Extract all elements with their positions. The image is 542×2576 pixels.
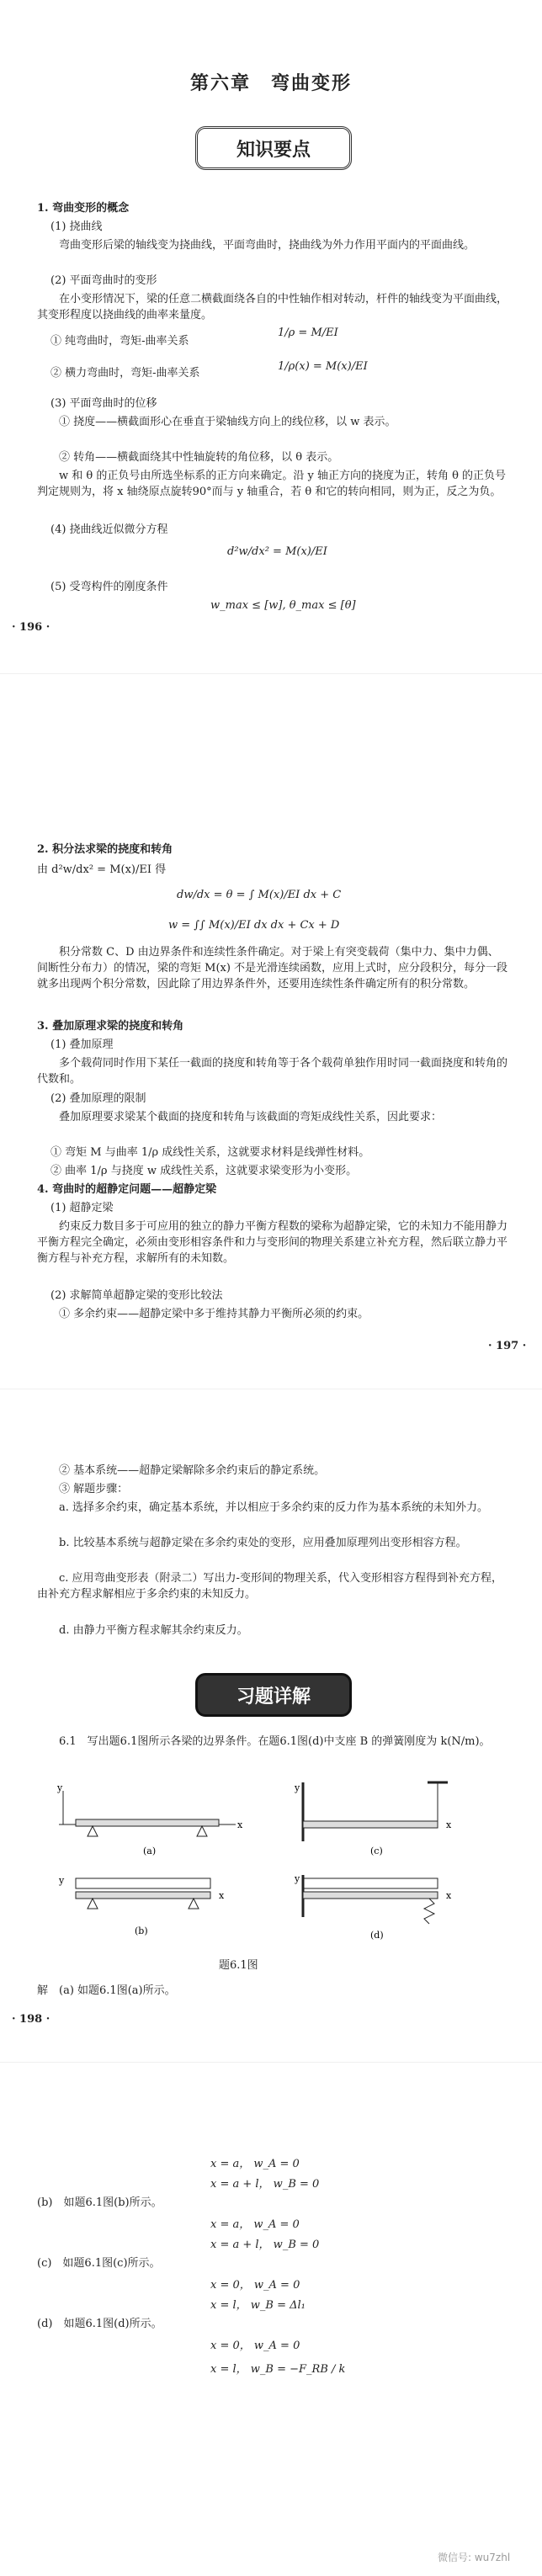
paragraph: c. 应用弯曲变形表（附录二）写出力-变形间的物理关系，代入变形相容方程得到补充方程，由补充方程求解相应于多余约束的未知反力。 [37,1572,502,1601]
paragraph: 在小变形情况下，梁的任意二横截面绕各自的中性轴作相对转动，杆件的轴线变为平面曲线，其变形程度以挠曲线的曲率来量度。 [37,293,508,321]
svg-text:x: x [446,1890,452,1901]
paragraph: ③ 解题步骤： [59,1483,129,1495]
equation-pure-bending: 1/ρ = M/EI [278,327,338,339]
svg-text:y: y [57,1782,63,1793]
answer-part-b: (b) 如题6.1图(b)所示。 [37,2196,162,2209]
equation-deflection-differential: d²w/dx² = M(x)/EI [227,545,327,558]
page-number: · 196 · [12,621,50,634]
boundary-condition: x = a + l， w_B = 0 [210,2239,320,2251]
paragraph: ① 多余约束——超静定梁中多于维持其静力平衡所必须的约束。 [59,1308,369,1320]
page-divider [0,673,542,674]
list-item: ① 弯矩 M 与曲率 1/ρ 成线性关系，这就要求材料是线弹性材料。 [50,1146,370,1159]
page-divider [0,2062,542,2063]
boundary-condition: x = a， w_A = 0 [210,2218,300,2231]
svg-text:x: x [237,1819,243,1830]
answer-part-d: (d) 如题6.1图(d)所示。 [37,2318,162,2330]
figure-label-d: (d) [370,1930,384,1941]
subheading: (2) 叠加原理的限制 [50,1092,146,1105]
list-item: ① 纯弯曲时，弯矩-曲率关系 [50,335,189,348]
svg-text:x: x [446,1819,452,1830]
subheading: (2) 求解简单超静定梁的变形比较法 [50,1289,223,1302]
section-badge-exercises: 习题详解 [195,1673,352,1717]
paragraph: w 和 θ 的正负号由所选坐标系的正方向来确定。沿 y 轴正方向的挠度为正，转角 θ 的正负号判定规则为，将 x 轴绕原点旋转90°而与 y 轴重合，若 θ 和它的转向相同，则为正，反之为负。 [37,470,507,498]
problem-statement: 6.1 写出题6.1图所示各梁的边界条件。在题6.1图(d)中支座 B 的弹簧刚度为 k(N/m)。 [59,1735,491,1748]
paragraph: ② 基本系统——超静定梁解除多余约束后的静定系统。 [59,1464,326,1477]
page-number: · 197 · [488,1340,527,1352]
chapter-title: 第六章 弯曲变形 [189,72,352,94]
figure-caption: 题6.1图 [219,1959,258,1972]
wechat-watermark: 微信号: wu7zhl [438,2552,511,2563]
heading-1: 1. 弯曲变形的概念 [37,202,130,215]
subheading: (1) 叠加原理 [50,1038,114,1051]
paragraph: 多个载荷同时作用下某任一截面的挠度和转角等于各个载荷单独作用时同一截面挠度和转角的代数和。 [37,1057,508,1086]
subheading: (1) 超静定梁 [50,1202,114,1214]
subheading: (3) 平面弯曲时的位移 [50,397,157,410]
boundary-condition: x = 0， w_A = 0 [210,2340,300,2352]
heading-4: 4. 弯曲时的超静定问题——超静定梁 [37,1183,217,1196]
equation-stiffness-condition: w_max ≤ [w], θ_max ≤ [θ] [210,599,356,612]
svg-text:y: y [295,1782,300,1793]
paragraph: a. 选择多余约束，确定基本系统，并以相应于多余约束的反力作为基本系统的未知外力。 [59,1501,489,1514]
beam-diagram-c [294,1782,452,1856]
beam-diagram-d [294,1873,452,1941]
paragraph: 弯曲变形后梁的轴线变为挠曲线，平面弯曲时，挠曲线为外力作用平面内的平面曲线。 [59,239,476,252]
boundary-condition: x = a， w_A = 0 [210,2158,300,2170]
heading-3: 3. 叠加原理求梁的挠度和转角 [37,1020,184,1033]
beam-diagram-b [58,1875,225,1936]
svg-text:y: y [59,1875,65,1886]
subheading: (5) 受弯构件的刚度条件 [50,581,168,593]
paragraph: ① 挠度——横截面形心在垂直于梁轴线方向上的线位移，以 w 表示。 [59,416,396,428]
svg-text:x: x [219,1890,225,1901]
heading-2: 2. 积分法求梁的挠度和转角 [37,843,173,856]
paragraph: 积分常数 C、D 由边界条件和连续性条件确定。对于梁上有突变载荷（集中力、集中力偶、间断性分布力）的情况，梁的弯矩 M(x) 不是光滑连续函数，应用上式时，应分段积分，每分一段就多出现两个积分常数，因此除了用边界条件外，还要用连续性条件确定所有的积分常数。 [37,946,508,991]
figure-label-b: (b) [135,1925,148,1936]
answer-part-c: (c) 如题6.1图(c)所示。 [37,2257,161,2270]
page-number: · 198 · [12,2013,50,2026]
subheading: (2) 平面弯曲时的变形 [50,274,157,287]
subheading: (1) 挠曲线 [50,220,103,233]
boundary-condition: x = l， w_B = −F_RB / k [210,2363,346,2376]
svg-text:y: y [295,1873,300,1884]
answer-intro: 解 (a) 如题6.1图(a)所示。 [37,1984,176,1997]
list-item: ② 横力弯曲时，弯矩-曲率关系 [50,367,200,380]
figure-label-a: (a) [143,1846,157,1856]
paragraph: ② 转角——横截面绕其中性轴旋转的角位移，以 θ 表示。 [59,451,339,464]
boundary-condition: x = l， w_B = Δl₁ [210,2299,306,2312]
equation-rotation: dw/dx = θ = ∫ M(x)/EI dx + C [177,889,342,901]
section-badge-knowledge: 知识要点 [195,126,352,170]
boundary-condition: x = 0， w_A = 0 [210,2279,300,2292]
paragraph: 叠加原理要求梁某个截面的挠度和转角与该截面的弯矩成线性关系，因此要求： [59,1111,443,1123]
subheading: (4) 挠曲线近似微分方程 [50,523,168,536]
list-item: ② 曲率 1/ρ 与挠度 w 成线性关系，这就要求梁变形为小变形。 [50,1165,358,1177]
equation-transverse-bending: 1/ρ(x) = M(x)/EI [278,360,368,373]
paragraph: d. 由静力平衡方程求解其余约束反力。 [59,1624,248,1637]
paragraph: b. 比较基本系统与超静定梁在多余约束处的变形，应用叠加原理列出变形相容方程。 [59,1537,467,1549]
beam-diagram-a [56,1782,243,1856]
boundary-condition: x = a + l， w_B = 0 [210,2178,320,2191]
figure-label-c: (c) [370,1846,383,1856]
beam-figure [50,1774,488,1951]
equation-deflection: w = ∫∫ M(x)/EI dx dx + Cx + D [168,919,340,932]
paragraph: 约束反力数目多于可应用的独立的静力平衡方程数的梁称为超静定梁，它的未知力不能用静力平衡方程完全确定，必须由变形相容条件和力与变形间的物理关系建立补充方程，然后联立静力平衡方程与补充方程，求解所有的未知数。 [37,1220,508,1265]
paragraph: 由 d²w/dx² = M(x)/EI 得 [37,863,167,876]
